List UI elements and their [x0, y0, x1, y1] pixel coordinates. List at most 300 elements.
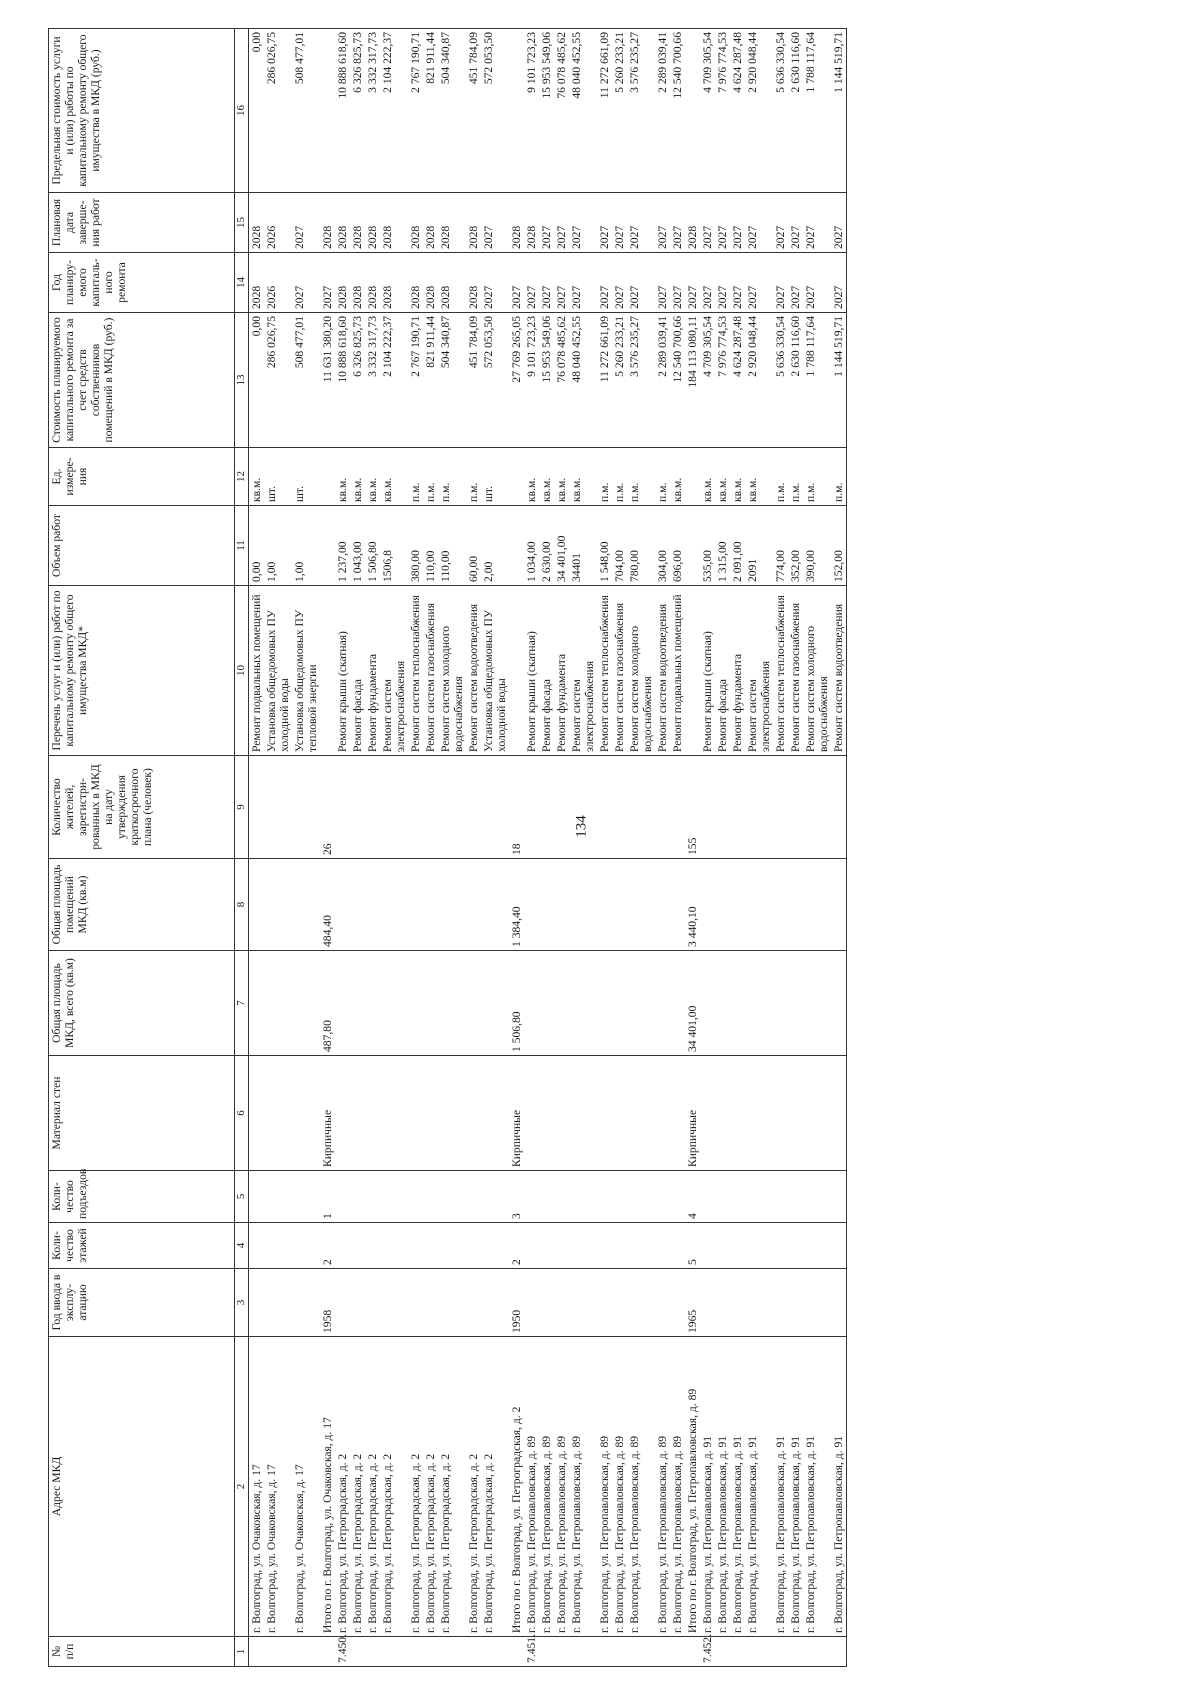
item-number-cell — [730, 1637, 745, 1667]
unit-cell: шт. — [264, 448, 292, 506]
work-type-cell: Ремонт систем холодного водоснабжения — [803, 586, 831, 756]
max-cost-cell: 5 636 330,54 — [773, 29, 788, 193]
table-row — [831, 29, 847, 1667]
year-built-cell — [408, 1269, 423, 1337]
wall-material-cell — [264, 1056, 292, 1171]
entrances-cell — [700, 1171, 715, 1223]
end-date-cell: 2027 — [292, 193, 320, 253]
wall-material-cell — [803, 1056, 831, 1171]
address-cell: г. Волгоград, ул. Петропавловская, д. 91 — [788, 1337, 803, 1637]
max-cost-cell: 2 767 190,71 — [408, 29, 423, 193]
work-type-cell: Ремонт систем холодного водоснабжения — [438, 586, 466, 756]
premises-area-cell — [773, 859, 788, 951]
volume-cell: 535,00 — [700, 506, 715, 586]
year-built-cell — [249, 1269, 265, 1337]
address-cell: г. Волгоград, ул. Петропавловская, д. 89 — [524, 1337, 539, 1637]
floors-cell — [539, 1223, 554, 1269]
wall-material-cell — [365, 1056, 380, 1171]
repair-year-cell: 2027 — [481, 253, 509, 313]
repair-year-cell: 2028 — [423, 253, 438, 313]
table-row — [788, 29, 803, 1667]
work-type-cell: Ремонт фундамента — [554, 586, 569, 756]
end-date-cell: 2028 — [524, 193, 539, 253]
cost-cell: 15 953 549,06 — [539, 313, 554, 448]
item-number-cell — [249, 1637, 265, 1667]
repair-year-cell: 2027 — [627, 253, 655, 313]
wall-material-cell — [597, 1056, 612, 1171]
item-number-cell — [481, 1637, 509, 1667]
floors-cell — [524, 1223, 539, 1269]
repair-year-cell: 2028 — [365, 253, 380, 313]
address-cell: г. Волгоград, ул. Петропавловская, д. 89 — [554, 1337, 569, 1637]
unit-cell: п.м. — [803, 448, 831, 506]
floors-cell — [803, 1223, 831, 1269]
volume-cell: 352,00 — [788, 506, 803, 586]
item-number-cell — [380, 1637, 408, 1667]
unit-cell: кв.м. — [249, 448, 265, 506]
premises-area-cell — [612, 859, 627, 951]
work-type-cell — [685, 586, 700, 756]
column-header: Стоимость планируемого капитального ремонта за счет средств собственников помещений в МКД (руб.) — [49, 313, 235, 448]
premises-area-cell — [700, 859, 715, 951]
item-number-cell — [685, 1637, 700, 1667]
residents-cell — [655, 756, 670, 859]
unit-cell: п.м. — [788, 448, 803, 506]
column-number: 8 — [235, 859, 249, 951]
floors-cell — [350, 1223, 365, 1269]
cost-cell: 1 144 519,71 — [831, 313, 847, 448]
entrances-cell — [264, 1171, 292, 1223]
volume-cell: 2091 — [745, 506, 773, 586]
volume-cell: 2 630,00 — [539, 506, 554, 586]
work-type-cell: Ремонт систем газоснабжения — [788, 586, 803, 756]
repair-year-cell: 2027 — [655, 253, 670, 313]
max-cost-cell: 2 920 048,44 — [745, 29, 773, 193]
total-area-cell — [745, 951, 773, 1056]
repair-year-cell: 2027 — [685, 253, 700, 313]
unit-cell: шт. — [292, 448, 320, 506]
year-built-cell — [380, 1269, 408, 1337]
unit-cell: п.м. — [612, 448, 627, 506]
end-date-cell: 2027 — [831, 193, 847, 253]
address-cell: г. Волгоград, ул. Петропавловская, д. 89 — [569, 1337, 597, 1637]
repair-year-cell: 2028 — [350, 253, 365, 313]
total-area-cell — [627, 951, 655, 1056]
capital-repair-table — [48, 28, 847, 1667]
premises-area-cell — [554, 859, 569, 951]
unit-cell: п.м. — [423, 448, 438, 506]
end-date-cell: 2027 — [554, 193, 569, 253]
column-header: № п/п — [49, 1637, 235, 1667]
year-built-cell — [466, 1269, 481, 1337]
residents-cell — [730, 756, 745, 859]
item-number-cell: 7.450. — [335, 1637, 350, 1667]
cost-cell: 5 636 330,54 — [773, 313, 788, 448]
total-area-cell: 1 506,80 — [509, 951, 524, 1056]
total-area-cell — [773, 951, 788, 1056]
wall-material-cell — [554, 1056, 569, 1171]
address-cell: г. Волгоград, ул. Петроградская, д. 2 — [481, 1337, 509, 1637]
year-built-cell — [292, 1269, 320, 1337]
work-type-cell: Ремонт систем теплоснабжения — [408, 586, 423, 756]
table-row — [554, 29, 569, 1667]
volume-cell: 390,00 — [803, 506, 831, 586]
item-number-cell: 7.452. — [700, 1637, 715, 1667]
wall-material-cell — [773, 1056, 788, 1171]
item-number-cell — [715, 1637, 730, 1667]
repair-year-cell: 2028 — [466, 253, 481, 313]
cost-cell: 3 576 235,27 — [627, 313, 655, 448]
column-header: Объем работ — [49, 506, 235, 586]
unit-cell: п.м. — [597, 448, 612, 506]
table-body — [249, 29, 847, 1667]
volume-cell: 2 091,00 — [730, 506, 745, 586]
premises-area-cell — [423, 859, 438, 951]
premises-area-cell — [730, 859, 745, 951]
item-number-cell — [803, 1637, 831, 1667]
cost-cell: 4 709 305,54 — [700, 313, 715, 448]
residents-cell — [438, 756, 466, 859]
year-built-cell: 1958 — [320, 1269, 335, 1337]
max-cost-cell: 4 709 305,54 — [700, 29, 715, 193]
cost-cell: 451 784,09 — [466, 313, 481, 448]
volume-cell: 34 401,00 — [554, 506, 569, 586]
unit-cell: п.м. — [438, 448, 466, 506]
unit-cell: кв.м. — [670, 448, 685, 506]
column-header: Плановая дата заверше-ния работ — [49, 193, 235, 253]
total-area-cell — [700, 951, 715, 1056]
end-date-cell: 2027 — [730, 193, 745, 253]
cost-cell: 2 767 190,71 — [408, 313, 423, 448]
total-area-cell — [597, 951, 612, 1056]
repair-year-cell: 2027 — [320, 253, 335, 313]
address-cell: г. Волгоград, ул. Петроградская, д. 2 — [365, 1337, 380, 1637]
year-built-cell — [569, 1269, 597, 1337]
entrances-cell — [612, 1171, 627, 1223]
table-row — [292, 29, 320, 1667]
volume-cell: 60,00 — [466, 506, 481, 586]
wall-material-cell — [612, 1056, 627, 1171]
unit-cell: кв.м. — [380, 448, 408, 506]
wall-material-cell — [438, 1056, 466, 1171]
work-type-cell: Ремонт систем газоснабжения — [612, 586, 627, 756]
floors-cell — [292, 1223, 320, 1269]
repair-year-cell: 2027 — [597, 253, 612, 313]
total-area-cell — [670, 951, 685, 1056]
premises-area-cell — [466, 859, 481, 951]
address-cell: г. Волгоград, ул. Петропавловская, д. 91 — [730, 1337, 745, 1637]
premises-area-cell: 3 440,10 — [685, 859, 700, 951]
repair-year-cell: 2027 — [730, 253, 745, 313]
end-date-cell: 2028 — [509, 193, 524, 253]
volume-cell — [320, 506, 335, 586]
wall-material-cell — [292, 1056, 320, 1171]
repair-year-cell: 2027 — [670, 253, 685, 313]
residents-cell — [627, 756, 655, 859]
wall-material-cell: Кирпичные — [685, 1056, 700, 1171]
item-number-cell: 7.451. — [524, 1637, 539, 1667]
column-header: Общая площадь помещений МКД (кв.м) — [49, 859, 235, 951]
max-cost-cell: 7 976 774,53 — [715, 29, 730, 193]
repair-year-cell: 2027 — [569, 253, 597, 313]
address-cell: г. Волгоград, ул. Очаковская, д. 17 — [249, 1337, 265, 1637]
residents-cell — [803, 756, 831, 859]
column-header: Материал стен — [49, 1056, 235, 1171]
total-area-cell — [423, 951, 438, 1056]
cost-cell: 286 026,75 — [264, 313, 292, 448]
residents-cell: 155 — [685, 756, 700, 859]
wall-material-cell — [655, 1056, 670, 1171]
max-cost-cell: 451 784,09 — [466, 29, 481, 193]
item-number-cell — [554, 1637, 569, 1667]
max-cost-cell: 572 053,50 — [481, 29, 509, 193]
total-area-cell — [612, 951, 627, 1056]
residents-cell — [773, 756, 788, 859]
cost-cell: 508 477,01 — [292, 313, 320, 448]
column-header: Общая площадь МКД, всего (кв.м) — [49, 951, 235, 1056]
item-number-cell — [831, 1637, 847, 1667]
repair-year-cell: 2028 — [249, 253, 265, 313]
max-cost-cell: 9 101 723,23 — [524, 29, 539, 193]
column-number: 11 — [235, 506, 249, 586]
work-type-cell — [509, 586, 524, 756]
premises-area-cell — [655, 859, 670, 951]
year-built-cell — [350, 1269, 365, 1337]
year-built-cell — [335, 1269, 350, 1337]
repair-year-cell: 2027 — [292, 253, 320, 313]
table-row — [670, 29, 685, 1667]
cost-cell: 821 911,44 — [423, 313, 438, 448]
floors-cell — [627, 1223, 655, 1269]
premises-area-cell — [569, 859, 597, 951]
repair-year-cell: 2027 — [803, 253, 831, 313]
repair-year-cell: 2027 — [539, 253, 554, 313]
item-number-cell — [655, 1637, 670, 1667]
premises-area-cell — [264, 859, 292, 951]
cost-cell: 76 078 485,62 — [554, 313, 569, 448]
item-number-cell — [292, 1637, 320, 1667]
cost-cell: 10 888 618,60 — [335, 313, 350, 448]
end-date-cell: 2028 — [685, 193, 700, 253]
entrances-cell — [365, 1171, 380, 1223]
floors-cell — [481, 1223, 509, 1269]
address-cell: г. Волгоград, ул. Петропавловская, д. 91 — [745, 1337, 773, 1637]
cost-cell: 2 920 048,44 — [745, 313, 773, 448]
work-type-cell: Установка общедомовых ПУ тепловой энергии — [292, 586, 320, 756]
year-built-cell — [803, 1269, 831, 1337]
unit-cell: кв.м. — [554, 448, 569, 506]
wall-material-cell — [715, 1056, 730, 1171]
entrances-cell — [803, 1171, 831, 1223]
address-cell: Итого по г. Волгоград, ул. Петропавловская, д. 89 — [685, 1337, 700, 1637]
column-header: Коли-чество подъездов — [49, 1171, 235, 1223]
volume-cell: 1,00 — [292, 506, 320, 586]
unit-cell: кв.м. — [539, 448, 554, 506]
max-cost-cell: 3 332 317,73 — [365, 29, 380, 193]
column-number: 12 — [235, 448, 249, 506]
end-date-cell: 2027 — [539, 193, 554, 253]
column-header: Коли-чество этажей — [49, 1223, 235, 1269]
total-area-cell — [730, 951, 745, 1056]
wall-material-cell — [700, 1056, 715, 1171]
residents-cell — [554, 756, 569, 859]
address-cell: г. Волгоград, ул. Петроградская, д. 2 — [466, 1337, 481, 1637]
max-cost-cell: 76 078 485,62 — [554, 29, 569, 193]
work-type-cell: Ремонт подвальных помещений — [249, 586, 265, 756]
address-cell: г. Волгоград, ул. Петроградская, д. 2 — [438, 1337, 466, 1637]
item-number-cell — [773, 1637, 788, 1667]
work-type-cell: Установка общедомовых ПУ холодной воды — [264, 586, 292, 756]
year-built-cell: 1950 — [509, 1269, 524, 1337]
year-built-cell — [539, 1269, 554, 1337]
address-cell: г. Волгоград, ул. Петроградская, д. 2 — [408, 1337, 423, 1637]
year-built-cell — [773, 1269, 788, 1337]
cost-cell: 1 788 117,64 — [803, 313, 831, 448]
volume-cell: 774,00 — [773, 506, 788, 586]
floors-cell — [715, 1223, 730, 1269]
address-cell: г. Волгоград, ул. Петропавловская, д. 91 — [700, 1337, 715, 1637]
max-cost-cell — [509, 29, 524, 193]
floors-cell — [773, 1223, 788, 1269]
volume-cell: 1 315,00 — [715, 506, 730, 586]
entrances-cell — [670, 1171, 685, 1223]
item-number-cell — [788, 1637, 803, 1667]
end-date-cell: 2027 — [670, 193, 685, 253]
max-cost-cell — [320, 29, 335, 193]
floors-cell — [466, 1223, 481, 1269]
end-date-cell: 2027 — [481, 193, 509, 253]
entrances-cell — [335, 1171, 350, 1223]
table-row — [466, 29, 481, 1667]
premises-area-cell — [597, 859, 612, 951]
residents-cell — [365, 756, 380, 859]
item-number-cell — [365, 1637, 380, 1667]
max-cost-cell: 508 477,01 — [292, 29, 320, 193]
table-row — [612, 29, 627, 1667]
year-built-cell — [715, 1269, 730, 1337]
residents-cell — [745, 756, 773, 859]
wall-material-cell — [466, 1056, 481, 1171]
total-area-cell — [569, 951, 597, 1056]
floors-cell — [670, 1223, 685, 1269]
volume-cell: 110,00 — [423, 506, 438, 586]
address-cell: г. Волгоград, ул. Петропавловская, д. 91 — [715, 1337, 730, 1637]
address-cell: Итого по г. Волгоград, ул. Петроградская, д. 2 — [509, 1337, 524, 1637]
residents-cell — [423, 756, 438, 859]
year-built-cell — [524, 1269, 539, 1337]
table-row — [320, 29, 335, 1667]
year-built-cell — [423, 1269, 438, 1337]
address-cell: г. Волгоград, ул. Петропавловская, д. 89 — [627, 1337, 655, 1637]
entrances-cell — [380, 1171, 408, 1223]
work-type-cell: Ремонт систем водоотведения — [655, 586, 670, 756]
column-number: 7 — [235, 951, 249, 1056]
residents-cell — [524, 756, 539, 859]
item-number-cell — [423, 1637, 438, 1667]
item-number-cell — [569, 1637, 597, 1667]
work-type-cell: Ремонт систем теплоснабжения — [597, 586, 612, 756]
total-area-cell — [803, 951, 831, 1056]
wall-material-cell — [524, 1056, 539, 1171]
entrances-cell — [745, 1171, 773, 1223]
volume-cell — [509, 506, 524, 586]
total-area-cell — [365, 951, 380, 1056]
wall-material-cell — [569, 1056, 597, 1171]
end-date-cell: 2027 — [627, 193, 655, 253]
end-date-cell: 2027 — [745, 193, 773, 253]
table-row — [481, 29, 509, 1667]
wall-material-cell: Кирпичные — [320, 1056, 335, 1171]
floors-cell — [423, 1223, 438, 1269]
cost-cell: 3 332 317,73 — [365, 313, 380, 448]
work-type-cell — [320, 586, 335, 756]
cost-cell: 11 631 380,20 — [320, 313, 335, 448]
repair-year-cell: 2027 — [715, 253, 730, 313]
unit-cell: кв.м. — [730, 448, 745, 506]
table-row — [438, 29, 466, 1667]
max-cost-cell: 4 624 287,48 — [730, 29, 745, 193]
total-area-cell — [481, 951, 509, 1056]
end-date-cell: 2028 — [249, 193, 265, 253]
item-number-cell — [320, 1637, 335, 1667]
unit-cell: кв.м. — [715, 448, 730, 506]
repair-year-cell: 2028 — [335, 253, 350, 313]
wall-material-cell — [380, 1056, 408, 1171]
table-row — [408, 29, 423, 1667]
end-date-cell: 2028 — [350, 193, 365, 253]
end-date-cell: 2027 — [700, 193, 715, 253]
premises-area-cell — [408, 859, 423, 951]
premises-area-cell — [715, 859, 730, 951]
floors-cell — [554, 1223, 569, 1269]
wall-material-cell — [335, 1056, 350, 1171]
year-built-cell — [670, 1269, 685, 1337]
unit-cell — [685, 448, 700, 506]
column-header: Ед. измере-ния — [49, 448, 235, 506]
repair-year-cell: 2028 — [408, 253, 423, 313]
address-cell: г. Волгоград, ул. Петропавловская, д. 89 — [670, 1337, 685, 1637]
wall-material-cell — [730, 1056, 745, 1171]
volume-cell: 152,00 — [831, 506, 847, 586]
entrances-cell — [655, 1171, 670, 1223]
work-type-cell: Ремонт систем электроснабжения — [380, 586, 408, 756]
total-area-cell — [292, 951, 320, 1056]
column-number: 6 — [235, 1056, 249, 1171]
volume-cell: 304,00 — [655, 506, 670, 586]
end-date-cell: 2028 — [335, 193, 350, 253]
wall-material-cell: Кирпичные — [509, 1056, 524, 1171]
item-number-cell — [408, 1637, 423, 1667]
floors-cell — [831, 1223, 847, 1269]
rotated-table-container — [48, 29, 1168, 1667]
entrances-cell — [408, 1171, 423, 1223]
cost-cell: 2 104 222,37 — [380, 313, 408, 448]
residents-cell — [788, 756, 803, 859]
premises-area-cell — [335, 859, 350, 951]
max-cost-cell: 286 026,75 — [264, 29, 292, 193]
work-type-cell: Ремонт крыши (скатная) — [335, 586, 350, 756]
cost-cell: 7 976 774,53 — [715, 313, 730, 448]
residents-cell — [612, 756, 627, 859]
address-cell: г. Волгоград, ул. Петропавловская, д. 89 — [612, 1337, 627, 1637]
entrances-cell: 3 — [509, 1171, 524, 1223]
entrances-cell — [350, 1171, 365, 1223]
repair-year-cell: 2027 — [788, 253, 803, 313]
year-built-cell — [745, 1269, 773, 1337]
residents-cell — [466, 756, 481, 859]
premises-area-cell — [539, 859, 554, 951]
total-area-cell — [264, 951, 292, 1056]
